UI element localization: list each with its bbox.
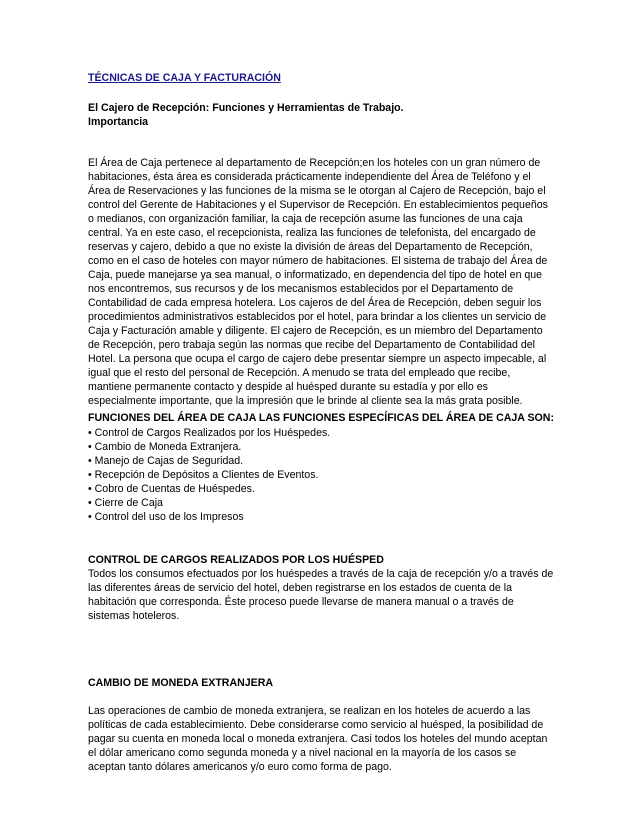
intro-line: control del Gerente de Habitaciones y el Supervisor de Recepción. En establecimientos pequeños: [88, 199, 548, 211]
intro-line: igual que el resto del personal de Recepción. A menudo se trata del empleado que recibe,: [88, 367, 511, 379]
list-item: • Control del uso de los Impresos: [88, 511, 244, 523]
intro-line: de Recepción, pero trabaja según las normas que recibe del Departamento de Contabilidad del: [88, 339, 535, 351]
intro-line: Caja y Facturación amable y diligente. El cajero de Recepción, es un miembro del Departamento: [88, 325, 543, 337]
intro-line: reservas y cajero, debido a que no existe la división de áreas del Departamento de Recepción,: [88, 241, 533, 253]
intro-line: Hotel. La persona que ocupa el cargo de cajero debe presentar siempre un aspecto impecable, al: [88, 353, 547, 365]
cambio-line: aceptan tanto dólares americanos y/o euro como forma de pago.: [88, 761, 392, 773]
list-item: • Cobro de Cuentas de Huéspedes.: [88, 483, 255, 495]
intro-line: El Área de Caja pertenece al departamento de Recepción;en los hoteles con un gran número de: [88, 157, 541, 169]
list-item: • Manejo de Cajas de Seguridad.: [88, 455, 244, 467]
list-item: • Recepción de Depósitos a Clientes de Eventos.: [88, 469, 319, 481]
intro-line: central. Ya en este caso, el recepcionista, realiza las funciones de telefonista, del encargado de: [88, 227, 536, 239]
control-line: las diferentes áreas de servicio del hotel, deben registrarse en los estados de cuenta de la: [88, 582, 513, 594]
subtitle-line-1: El Cajero de Recepción: Funciones y Herramientas de Trabajo.: [88, 102, 404, 114]
cambio-line: el dólar americano como segunda moneda y a nivel nacional en la mayoría de los casos se: [88, 747, 517, 759]
list-item: • Control de Cargos Realizados por los Huéspedes.: [88, 427, 331, 439]
control-line: habitación que corresponda. Éste proceso puede llevarse de manera manual o a través de: [88, 596, 514, 608]
intro-line: Área de Reservaciones y las funciones de la misma se le otorgan al Cajero de Recepción, bajo el: [88, 185, 546, 197]
cambio-heading: CAMBIO DE MONEDA EXTRANJERA: [88, 677, 274, 689]
functions-heading: FUNCIONES DEL ÁREA DE CAJA LAS FUNCIONES ESPECÍFICAS DEL ÁREA DE CAJA SON:: [88, 412, 554, 424]
list-item: • Cierre de Caja: [88, 497, 163, 509]
intro-line: especialmente importante, que la impresión que le brinde al cliente sea la más grata posible.: [88, 395, 523, 407]
list-item: • Cambio de Moneda Extranjera.: [88, 441, 242, 453]
intro-line: como en el caso de hoteles con mayor número de habitaciones. El sistema de trabajo del Área de: [88, 255, 548, 267]
control-heading: CONTROL DE CARGOS REALIZADOS POR LOS HUÉSPED: [88, 554, 384, 566]
intro-line: habitaciones, ésta área es considerada prácticamente independiente del Área de Teléfono y el: [88, 171, 531, 183]
intro-line: mantiene permanente contacto y despide al huésped durante su estadía y por ello es: [88, 381, 488, 393]
cambio-line: pagar su cuenta en moneda local o moneda extranjera. Casi todos los hoteles del mundo aceptan: [88, 733, 548, 745]
control-line: sistemas hoteleros.: [88, 610, 180, 622]
intro-line: Caja, puede manejarse ya sea manual, o informatizado, en dependencia del tipo de hotel en que: [88, 269, 543, 281]
cambio-line: políticas de cada establecimiento. Debe considerarse como servicio al huésped, la posibilidad de: [88, 719, 544, 731]
document-title: TÉCNICAS DE CAJA Y FACTURACIÓN: [88, 72, 281, 84]
intro-line: procedimientos administrativos establecidos por el hotel, para brindar a los clientes un servicio de: [88, 311, 547, 323]
intro-line: Contabilidad de cada empresa hotelera. Los cajeros de del Área de Recepción, deben seguir los: [88, 297, 542, 309]
control-line: Todos los consumos efectuados por los huéspedes a través de la caja de recepción y/o a través de: [88, 568, 554, 580]
intro-line: nos encontremos, sus recursos y de los mecanismos establecidos por el Departamento de: [88, 283, 514, 295]
subtitle-line-2: Importancia: [88, 116, 149, 128]
cambio-line: Las operaciones de cambio de moneda extranjera, se realizan en los hoteles de acuerdo a las: [88, 705, 531, 717]
intro-line: o medianos, con organización familiar, la caja de recepción asume las funciones de una caja: [88, 213, 523, 225]
